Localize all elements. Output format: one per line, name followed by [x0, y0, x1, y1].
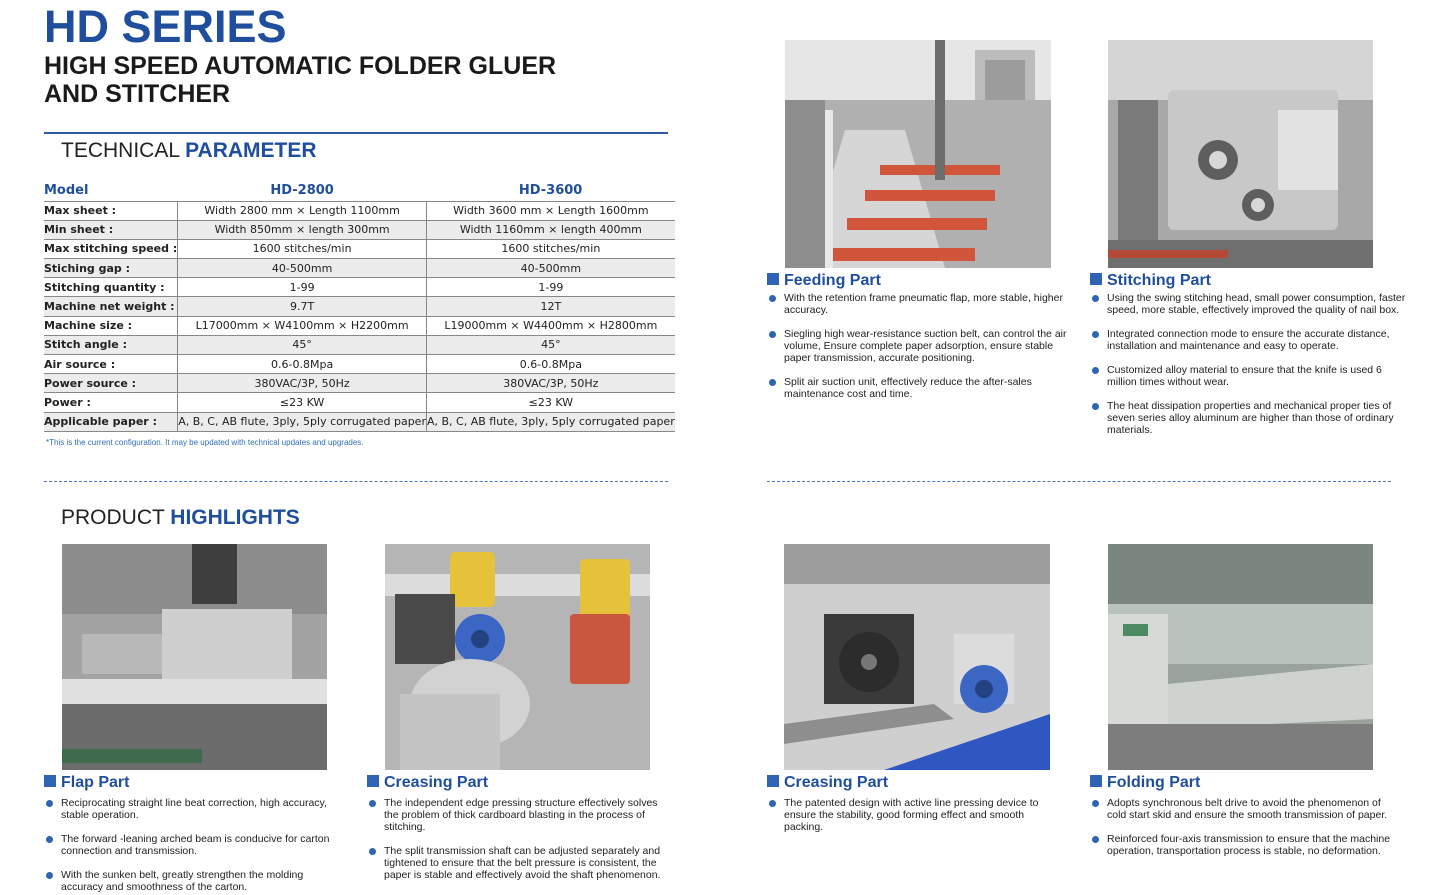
row-label: Machine net weight :	[44, 297, 178, 316]
table-row	[44, 239, 675, 258]
heading-bold: PARAMETER	[185, 139, 317, 162]
title-marker-icon	[1090, 273, 1102, 285]
cell-hd3600: 40-500mm	[426, 259, 674, 278]
parameter-table	[44, 180, 675, 432]
list-item: The forward -leaning arched beam is conducive for carton connection and transmission.	[45, 833, 335, 857]
row-label: Power source :	[44, 374, 178, 393]
cell-hd2800: 9.7T	[178, 297, 427, 316]
table-row	[44, 297, 675, 316]
table-row	[44, 316, 675, 335]
list-item: The heat dissipation properties and mechanical proper ties of seven series alloy aluminum are higher than those of ordinary materials.	[1091, 400, 1409, 436]
cell-hd3600: 0.6-0.8Mpa	[426, 355, 674, 374]
series-title: HD SERIES	[44, 1, 287, 52]
table-row	[44, 374, 675, 393]
cell-hd2800: 40-500mm	[178, 259, 427, 278]
creasing-part-title-1	[367, 774, 488, 792]
feeding-machine-image	[785, 40, 1051, 268]
product-subtitle	[44, 52, 644, 108]
dashed-divider-right	[767, 481, 1391, 482]
feature-title-text: Creasing Part	[384, 774, 489, 791]
row-label: Applicable paper :	[44, 412, 178, 431]
feature-title-text: Stitching Part	[1107, 272, 1212, 289]
cell-hd3600: ≤23 KW	[426, 393, 674, 412]
row-label: Min sheet :	[44, 220, 178, 239]
creasing-part-photo-2	[784, 544, 1050, 770]
list-item: Split air suction unit, effectively reduce the after-sales maintenance cost and time.	[768, 376, 1068, 400]
row-label: Max sheet :	[44, 201, 178, 220]
row-label: Air source :	[44, 355, 178, 374]
list-item: Reinforced four-axis transmission to ensure that the machine operation, transportation process is stable, no deformation.	[1091, 833, 1391, 857]
stitching-part-photo	[1108, 40, 1373, 268]
row-label: Stiching gap :	[44, 259, 178, 278]
subtitle-line-2: AND STITCHER	[44, 80, 231, 108]
column-header-hd2800: HD-2800	[178, 180, 427, 201]
heading-bold: HIGHLIGHTS	[170, 506, 300, 529]
list-item: With the sunken belt, greatly strengthen the molding accuracy and smoothness of the carton.	[45, 869, 335, 893]
cell-hd2800: 1600 stitches/min	[178, 239, 427, 258]
table-row	[44, 412, 675, 431]
feature-title-text: Flap Part	[61, 774, 130, 791]
table-header-row	[44, 180, 675, 201]
flap-machine-image	[62, 544, 327, 770]
feature-title-text: Creasing Part	[784, 774, 889, 791]
creasing-machine-image-2	[784, 544, 1050, 770]
cell-hd3600: L19000mm × W4400mm × H2800mm	[426, 316, 674, 335]
list-item: Adopts synchronous belt drive to avoid the phenomenon of cold start skid and ensure the smooth transmission of paper.	[1091, 797, 1391, 821]
creasing-part-bullets-1	[368, 797, 668, 893]
cell-hd2800: 0.6-0.8Mpa	[178, 355, 427, 374]
creasing-part-title-2	[767, 774, 888, 792]
table-row	[44, 335, 675, 354]
stitching-part-bullets	[1091, 292, 1409, 448]
title-marker-icon	[1090, 775, 1102, 787]
cell-hd2800: Width 2800 mm × Length 1100mm	[178, 201, 427, 220]
folding-part-photo	[1108, 544, 1373, 770]
stitching-machine-image	[1108, 40, 1373, 268]
flap-part-bullets	[45, 797, 335, 895]
cell-hd3600: Width 1160mm × length 400mm	[426, 220, 674, 239]
feature-title-text: Feeding Part	[784, 272, 881, 289]
row-label: Max stitching speed :	[44, 239, 178, 258]
table-row	[44, 220, 675, 239]
list-item: Using the swing stitching head, small power consumption, faster speed, more stable, effectively improved the quality of nail box.	[1091, 292, 1409, 316]
creasing-part-bullets-2	[768, 797, 1058, 845]
list-item: Siegling high wear-resistance suction belt, can control the air volume, Ensure complete paper adsorption, ensure stable paper transmission, accurate positioning.	[768, 328, 1068, 364]
row-label: Machine size :	[44, 316, 178, 335]
cell-hd3600: 12T	[426, 297, 674, 316]
heading-plain: PRODUCT	[61, 506, 171, 529]
stitching-part-title	[1090, 272, 1211, 290]
row-label: Stitch angle :	[44, 335, 178, 354]
list-item: The patented design with active line pressing device to ensure the stability, good forming effect and smooth packing.	[768, 797, 1058, 833]
cell-hd2800: A, B, C, AB flute, 3ply, 5ply corrugated paper	[178, 412, 427, 431]
table-row	[44, 355, 675, 374]
cell-hd2800: L17000mm × W4100mm × H2200mm	[178, 316, 427, 335]
feature-title-text: Folding Part	[1107, 774, 1201, 791]
dashed-divider-left	[44, 481, 668, 482]
row-label: Stitching quantity :	[44, 278, 178, 297]
cell-hd2800: 1-99	[178, 278, 427, 297]
list-item: Reciprocating straight line beat correction, high accuracy, stable operation.	[45, 797, 335, 821]
title-divider	[44, 132, 668, 134]
cell-hd2800: 380VAC/3P, 50Hz	[178, 374, 427, 393]
cell-hd2800: 45°	[178, 335, 427, 354]
folding-part-title	[1090, 774, 1200, 792]
list-item: The split transmission shaft can be adjusted separately and tightened to ensure that the belt pressure is consistent, the paper is stable and effectively avoid the shaft phenomenon.	[368, 845, 668, 881]
flap-part-title	[44, 774, 129, 792]
folding-part-bullets	[1091, 797, 1391, 869]
cell-hd3600: Width 3600 mm × Length 1600mm	[426, 201, 674, 220]
feeding-part-title	[767, 272, 881, 290]
creasing-part-photo-1	[385, 544, 650, 770]
title-marker-icon	[767, 775, 779, 787]
cell-hd3600: 45°	[426, 335, 674, 354]
list-item: Integrated connection mode to ensure the accurate distance, installation and maintenance and easy to operate.	[1091, 328, 1409, 352]
cell-hd3600: 1600 stitches/min	[426, 239, 674, 258]
folding-machine-image	[1108, 544, 1373, 770]
title-marker-icon	[44, 775, 56, 787]
creasing-machine-image-1	[385, 544, 650, 770]
title-marker-icon	[767, 273, 779, 285]
flap-part-photo	[62, 544, 327, 770]
table-row	[44, 259, 675, 278]
column-header-hd3600: HD-3600	[426, 180, 674, 201]
title-marker-icon	[367, 775, 379, 787]
table-row	[44, 201, 675, 220]
feeding-part-photo	[785, 40, 1051, 268]
list-item: With the retention frame pneumatic flap, more stable, higher accuracy.	[768, 292, 1068, 316]
row-label: Power :	[44, 393, 178, 412]
list-item: The independent edge pressing structure effectively solves the problem of thick cardboard blasting in the process of stitching.	[368, 797, 668, 833]
heading-plain: TECHNICAL	[61, 139, 186, 162]
technical-parameter-heading	[61, 138, 317, 164]
cell-hd2800: ≤23 KW	[178, 393, 427, 412]
subtitle-line-1: HIGH SPEED AUTOMATIC FOLDER GLUER	[44, 52, 557, 80]
column-header-model: Model	[44, 180, 178, 201]
cell-hd2800: Width 850mm × length 300mm	[178, 220, 427, 239]
list-item: Customized alloy material to ensure that the knife is used 6 million times without wear.	[1091, 364, 1409, 388]
cell-hd3600: 380VAC/3P, 50Hz	[426, 374, 674, 393]
configuration-note: *This is the current configuration. It may be updated with technical updates and upgrades.	[46, 438, 364, 447]
product-highlights-heading	[61, 505, 300, 531]
cell-hd3600: A, B, C, AB flute, 3ply, 5ply corrugated paper	[426, 412, 674, 431]
cell-hd3600: 1-99	[426, 278, 674, 297]
table-row	[44, 278, 675, 297]
feeding-part-bullets	[768, 292, 1068, 412]
table-row	[44, 393, 675, 412]
